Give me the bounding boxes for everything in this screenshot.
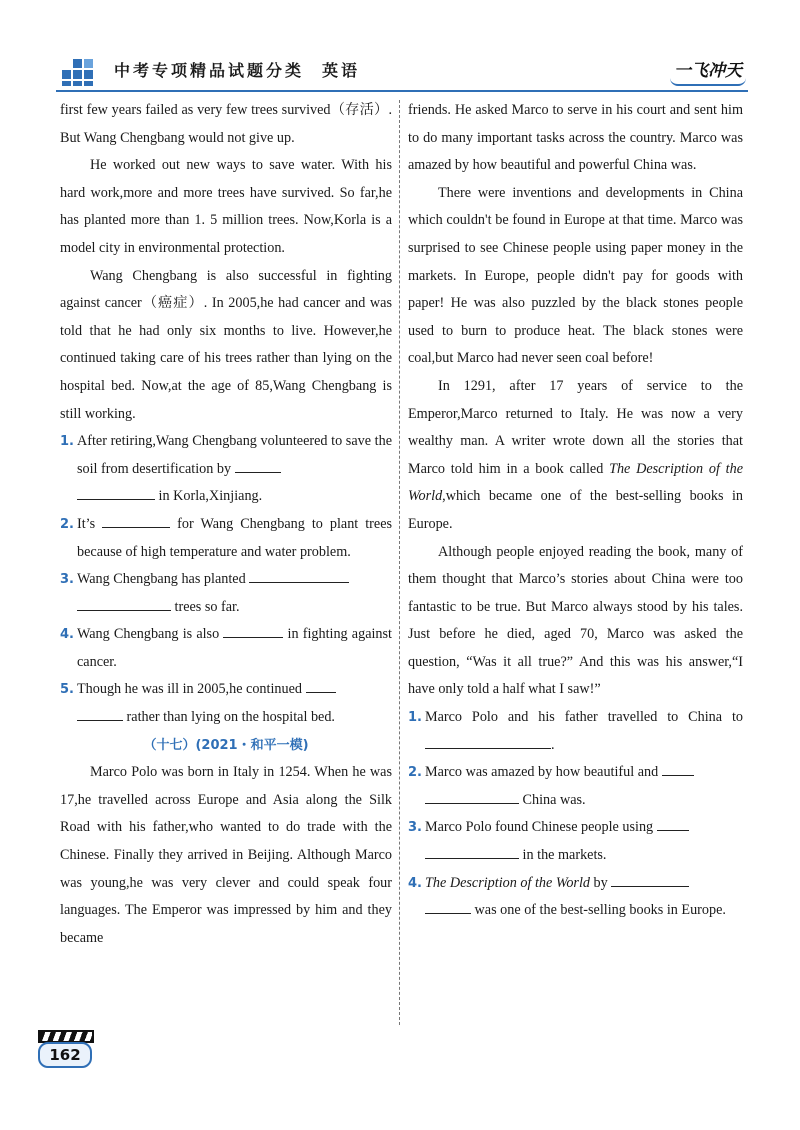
question-text: Wang Chengbang has planted: [77, 571, 246, 588]
question-text: It’s: [77, 515, 96, 532]
question-text: Marco Polo and his father travelled to China to: [425, 709, 743, 726]
subject-label: 英语: [322, 61, 361, 80]
question-number: 1.: [408, 710, 422, 726]
answer-blank[interactable]: [249, 568, 349, 583]
answer-blank[interactable]: [102, 513, 170, 528]
column-divider: [399, 100, 400, 1025]
answer-blank[interactable]: [425, 844, 519, 859]
paragraph: friends. He asked Marco to serve in his court and sent him to do many important tasks across the country. Marco was amazed by how beautiful and powerful China was.: [408, 102, 743, 174]
question-text: Marco Polo found Chinese people using: [425, 819, 654, 836]
question-number: 4.: [60, 627, 74, 643]
question-text: by: [593, 874, 608, 891]
question-text: Wang Chengbang is also: [77, 626, 220, 643]
paragraph: He worked out new ways to save water. With his hard work,more and more trees have survived. So far,he has planted more than 1. 5 million trees. Now,Korla is a model city in environmental protection.: [60, 157, 392, 256]
paragraph: Although people enjoyed reading the book, many of them thought that Marco’s stories about China were too fantastic to be true. But Marco always stood by his tales. Just before he died, aged 70, Marco was asked the question, “Was it all true?” And this was his answer,“I have only told a half what I saw!”: [408, 543, 743, 698]
answer-blank[interactable]: [425, 734, 551, 749]
answer-blank[interactable]: [425, 789, 519, 804]
question: [60, 428, 392, 511]
answer-blank[interactable]: [77, 706, 123, 721]
question-number: 2.: [408, 765, 422, 781]
page-header: [40, 52, 748, 92]
question-text: rather than lying on the hospital bed.: [126, 709, 335, 726]
question-text: trees so far.: [174, 598, 240, 615]
question-text: After retiring,Wang Chengbang volunteered to save the soil from desertification by: [77, 433, 392, 477]
question: [60, 566, 392, 621]
answer-blank[interactable]: [611, 872, 689, 887]
question-number: 4.: [408, 875, 422, 891]
book-title: The Description of the World: [408, 460, 743, 505]
paragraph: Wang Chengbang is also successful in fighting against cancer（癌症）. In 2005,he had cancer and was told that he had only six months to live. However,he continued taking care of his trees rather than lying on the hospital bed. Now,at the age of 85,Wang Chengbang is still working.: [60, 267, 392, 422]
answer-blank[interactable]: [77, 596, 171, 611]
question: [408, 870, 743, 925]
question-number: 1.: [60, 434, 74, 450]
series-title-text: 中考专项精品试题分类: [114, 61, 305, 80]
question: [60, 621, 392, 676]
answer-blank[interactable]: [77, 485, 155, 500]
answer-blank[interactable]: [662, 761, 694, 776]
right-column: [408, 97, 743, 925]
question-number: 3.: [408, 820, 422, 836]
question-text: in fighting against cancer.: [77, 626, 392, 670]
left-column: [60, 97, 392, 952]
question-number: 3.: [60, 572, 74, 588]
answer-blank[interactable]: [235, 458, 281, 473]
paragraph-text: In 1291, after 17 years of service to the Emperor,Marco returned to Italy. He was now a very wealthy man. A writer wrote down all the stories that Marco told him in a book called: [408, 377, 743, 477]
question: [408, 704, 743, 759]
paragraph: There were inventions and developments in China which couldn't be found in Europe at that time. Marco was surprised to see Chinese people using paper money in the markets. In Europe, people didn't pay for goods with paper! He was also puzzled by the black stones people used to burn to produce heat. The black stones were coal,but Marco had never seen coal before!: [408, 184, 743, 367]
question-text: in the markets.: [522, 847, 607, 864]
question-number: 2.: [60, 516, 74, 532]
series-title: [114, 58, 360, 81]
question: [408, 814, 743, 869]
header-rule: [56, 90, 748, 92]
question: [60, 511, 392, 566]
brand-swoosh-icon: [670, 78, 746, 86]
paragraph: [408, 373, 743, 539]
book-title: The Description of the World: [425, 874, 590, 891]
question: [60, 676, 392, 731]
question-text: .: [551, 736, 555, 753]
question-text: was one of the best-selling books in Europe.: [474, 902, 726, 919]
question-text: Marco was amazed by how beautiful and: [425, 764, 659, 781]
section-title: （十七）(2021・和平一模): [143, 737, 309, 753]
question-text: China was.: [522, 791, 586, 808]
paragraph-text: ,which became one of the best-selling books in Europe.: [408, 488, 743, 532]
answer-blank[interactable]: [223, 623, 283, 638]
question-number: 5.: [60, 682, 74, 698]
question-text: for Wang Chengbang to plant trees because of high temperature and water problem.: [77, 515, 393, 560]
answer-blank[interactable]: [306, 678, 336, 693]
question: [408, 759, 743, 814]
page-number: 162: [38, 1042, 92, 1068]
question-text: in Korla,Xinjiang.: [158, 488, 263, 505]
brand-logo: 一飞冲天: [674, 61, 742, 81]
answer-blank[interactable]: [657, 816, 689, 831]
answer-blank[interactable]: [425, 899, 471, 914]
paragraph: Marco Polo was born in Italy in 1254. When he was 17,he travelled across Europe and Asia along the Silk Road with his father,who wanted to do trade with the Chinese. Finally they arrived in Beijing. Although Marco was young,he was very clever and could speak four languages. The Emperor was impressed by him and they became: [60, 764, 392, 946]
question-text: Though he was ill in 2005,he continued: [77, 681, 302, 698]
page-number-badge: [38, 1028, 94, 1068]
paragraph: first few years failed as very few trees survived（存活）. But Wang Chengbang would not give up.: [60, 102, 392, 146]
